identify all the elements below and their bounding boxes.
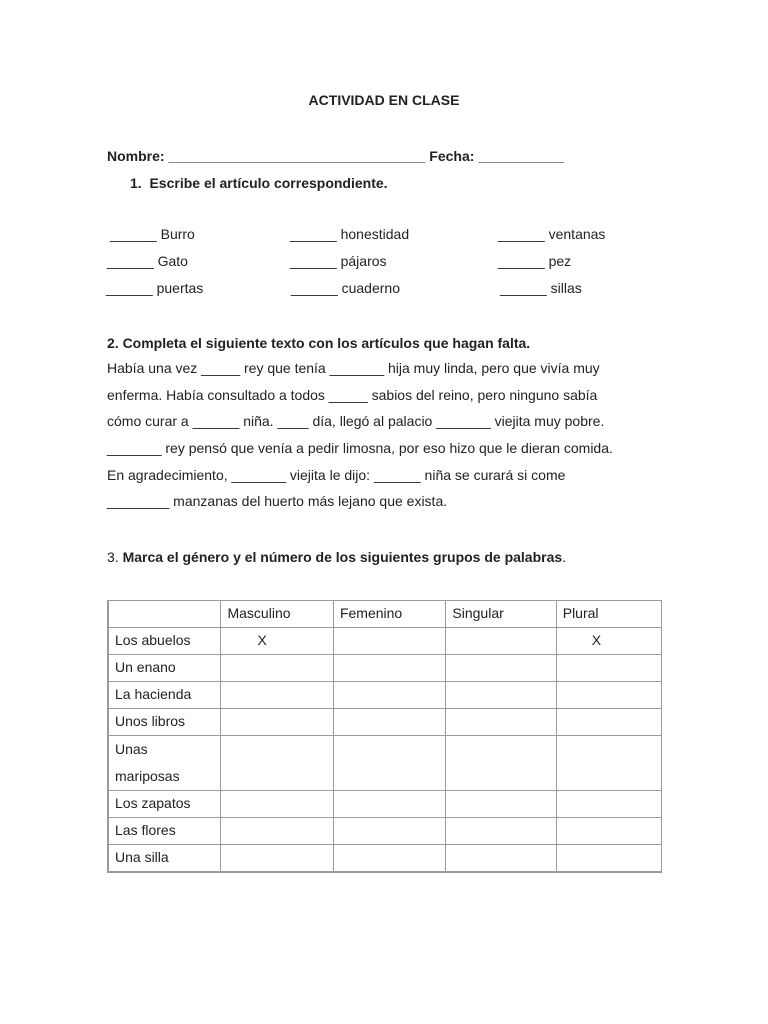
- table-cell[interactable]: [446, 818, 556, 845]
- gender-number-table: [107, 600, 662, 873]
- date-label: Fecha:: [429, 148, 475, 164]
- table-header-cell: [108, 601, 221, 628]
- table-row: [108, 791, 662, 818]
- table-cell[interactable]: [556, 845, 661, 873]
- article-item: ______ pájaros: [290, 253, 387, 269]
- table-cell[interactable]: [333, 791, 445, 818]
- table-row-label: Los abuelos: [108, 628, 221, 655]
- table-cell[interactable]: [221, 791, 333, 818]
- table-cell[interactable]: [333, 736, 445, 791]
- table-cell[interactable]: [333, 845, 445, 873]
- table-cell[interactable]: [556, 818, 661, 845]
- table-cell[interactable]: [446, 736, 556, 791]
- table-row: [108, 628, 662, 655]
- table-header-cell: Singular: [446, 601, 556, 628]
- table-cell[interactable]: [556, 709, 661, 736]
- article-row: [0, 226, 768, 246]
- article-item: ______ sillas: [500, 280, 582, 296]
- table-cell[interactable]: [333, 709, 445, 736]
- table-row-label: Los zapatos: [108, 791, 221, 818]
- table-cell[interactable]: [556, 655, 661, 682]
- section3-period: .: [562, 549, 567, 565]
- table-row: [108, 682, 662, 709]
- paragraph-line: enferma. Había consultado a todos _____ sabios del reino, pero ninguno sabía: [107, 386, 598, 403]
- table-cell[interactable]: [221, 845, 333, 873]
- table-cell[interactable]: [221, 682, 333, 709]
- section3-number: 3.: [107, 549, 119, 565]
- article-item: ______ Burro: [110, 226, 195, 242]
- section1-heading-text: Escribe el artículo correspondiente.: [149, 175, 388, 191]
- table-cell[interactable]: [333, 628, 445, 655]
- table-cell[interactable]: [446, 682, 556, 709]
- table-cell[interactable]: [556, 682, 661, 709]
- table-cell-mark: X: [257, 632, 267, 648]
- table-row: [108, 709, 662, 736]
- article-row: [0, 253, 768, 273]
- table-header-cell: Plural: [556, 601, 661, 628]
- article-item: ______ ventanas: [498, 226, 606, 242]
- header-line: [107, 146, 564, 166]
- date-blank[interactable]: ___________: [478, 148, 564, 164]
- section2-paragraph: [107, 358, 667, 518]
- article-row: [0, 280, 768, 300]
- table-row-label: Las flores: [108, 818, 221, 845]
- table-cell[interactable]: [333, 655, 445, 682]
- table-cell[interactable]: [221, 709, 333, 736]
- table-row-label: Un enano: [108, 655, 221, 682]
- paragraph-line: ________ manzanas del huerto más lejano que exista.: [107, 493, 448, 510]
- table-cell[interactable]: [333, 818, 445, 845]
- table-cell[interactable]: [446, 655, 556, 682]
- article-item: ______ pez: [498, 253, 572, 269]
- table-cell[interactable]: [446, 628, 556, 655]
- article-item: ______ cuaderno: [291, 280, 400, 296]
- table-cell[interactable]: [446, 791, 556, 818]
- table-cell[interactable]: [556, 736, 661, 791]
- table-cell[interactable]: [446, 845, 556, 873]
- table-row-label: Unos libros: [108, 709, 221, 736]
- table-cell[interactable]: [333, 682, 445, 709]
- table-cell-mark: X: [591, 632, 602, 648]
- section2-heading: 2. Completa el siguiente texto con los artículos que hagan falta.: [107, 335, 531, 351]
- article-item: ______ honestidad: [290, 226, 410, 242]
- section1-heading: [130, 173, 388, 193]
- table-row: [108, 736, 662, 791]
- section3-heading: [107, 547, 566, 567]
- section3-heading-text: Marca el género y el número de los siguientes grupos de palabras: [122, 549, 563, 565]
- table-header-row: [108, 601, 662, 628]
- article-item: ______ puertas: [106, 280, 204, 296]
- table-row: [108, 818, 662, 845]
- table-row-label: La hacienda: [108, 682, 221, 709]
- paragraph-line: cómo curar a ______ niña. ____ día, llegó al palacio _______ viejita muy pobre.: [107, 413, 605, 430]
- table-cell[interactable]: [221, 628, 333, 655]
- paragraph-line: Había una vez _____ rey que tenía _______ hija muy linda, pero que vivía muy: [107, 360, 600, 376]
- name-label: Nombre:: [107, 148, 165, 164]
- table-cell[interactable]: [446, 709, 556, 736]
- article-item: ______ Gato: [107, 253, 188, 269]
- table-cell[interactable]: [221, 655, 333, 682]
- table-row: [108, 845, 662, 873]
- table-header-cell: Femenino: [333, 601, 445, 628]
- table-row: [108, 655, 662, 682]
- table-cell[interactable]: [221, 736, 333, 791]
- section1-number: 1.: [130, 175, 142, 191]
- paragraph-line: _______ rey pensó que venía a pedir limosna, por eso hizo que le dieran comida.: [107, 440, 613, 457]
- table-cell[interactable]: [556, 628, 661, 655]
- table-row-label: Una silla: [108, 845, 221, 873]
- page-title: ACTIVIDAD EN CLASE: [308, 92, 460, 108]
- table-cell[interactable]: [556, 791, 661, 818]
- table-header-cell: Masculino: [221, 601, 333, 628]
- paragraph-line: En agradecimiento, _______ viejita le dijo: ______ niña se curará si come: [107, 466, 566, 483]
- table-cell[interactable]: [221, 818, 333, 845]
- name-blank[interactable]: _________________________________: [168, 148, 426, 164]
- table-row-label: Unas mariposas: [108, 736, 221, 791]
